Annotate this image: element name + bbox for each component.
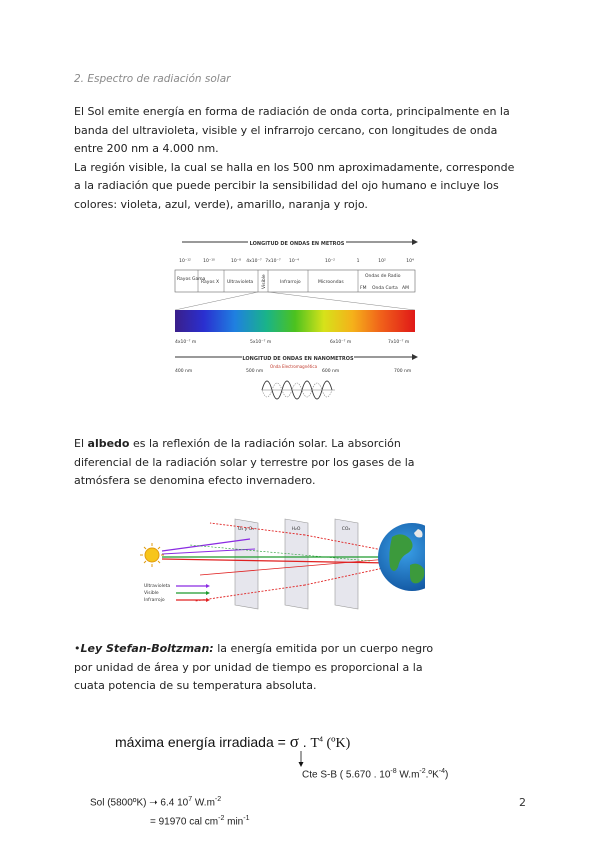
cte-exp: -2 (419, 768, 426, 775)
panel-co2 (335, 519, 358, 609)
band-uv: Ultravioleta (227, 280, 254, 285)
sun-energy-line (90, 796, 221, 808)
panel-label: H₂O (291, 527, 301, 532)
down-arrow-icon (296, 750, 306, 768)
panel-h2o (285, 519, 308, 609)
panel-label: CO₂ (341, 527, 351, 532)
albedo-pre: El (74, 437, 88, 450)
exp-tick: 10⁴ (406, 259, 414, 264)
paragraph-visible-region: La región visible, la cual se halla en los 500 nm aproximadamente, corresponde a la radiación que puede percibir la sensibilidad del ojo humano e incluye los colores: violeta, azul, verde), amarillo, naranja y rojo. (74, 160, 515, 211)
spectrum-top-title: LONGITUD DE ONDAS EN METROS (249, 241, 345, 247)
exp-tick: 1 (356, 259, 360, 264)
exp-tick: 10⁻² (325, 259, 335, 264)
cal-exp: -1 (243, 815, 250, 822)
panel-o2-o3 (235, 519, 258, 609)
earth-icon (378, 523, 425, 591)
band-visible: Visible (262, 274, 267, 289)
bullet: • (74, 642, 81, 655)
panel-label: O₂ y O₃ (237, 527, 255, 532)
band-radio: Ondas de Radio (365, 274, 401, 279)
boltzmann-constant (302, 768, 448, 780)
formula-exponent: 4 (319, 736, 324, 744)
albedo-paragraph (74, 435, 434, 491)
band-gamma: Rayos Gama (177, 277, 206, 282)
stefan-boltzmann-formula (115, 732, 350, 752)
cte-exp: -8 (390, 768, 397, 775)
radio-short: Onda Corta (372, 286, 398, 291)
sun-unit: W.m (192, 797, 215, 809)
legend-visible: Visible (144, 591, 159, 596)
section-heading: 2. Espectro de radiación solar (74, 73, 231, 85)
electromagnetic-spectrum-figure (170, 232, 420, 414)
albedo-rest: es la reflexión de la radiación solar. La absorción diferencial de la radiación solar y terrestre por los gases de la atmósfera se denomina efecto invernadero. (74, 437, 415, 487)
formula-dot: . (298, 734, 311, 750)
wave-label: Onda Electromagnética (270, 364, 318, 369)
band-ir: Infrarrojo (280, 280, 301, 285)
formula-left: máxima energía irradiada = (115, 734, 290, 750)
band-microwave: Microondas (318, 280, 344, 285)
mid-tick: 5x10⁻⁷ m (250, 340, 272, 345)
formula-unit: (ºK) (323, 736, 351, 751)
sun-value: 6.4 10 (160, 797, 189, 809)
cal-value: = 91970 cal cm (150, 816, 219, 828)
cte-unit: .ºK (425, 769, 439, 781)
radio-fm: FM (360, 286, 367, 291)
law-title: Ley Stefan-Boltzman: (80, 642, 214, 655)
band-xray: Rayos X (201, 280, 220, 285)
exp-tick: 10⁻¹⁰ (203, 259, 215, 264)
exp-tick: 10⁻⁴ (289, 259, 299, 264)
legend-ir: Infrarrojo (144, 598, 165, 603)
sun-exp: 7 (188, 796, 193, 803)
cte-text: Cte S-B ( 5.670 . 10 (302, 769, 391, 781)
nm-tick: 500 nm (246, 369, 264, 374)
right-arrow-icon: ➝ (149, 797, 158, 809)
exp-tick: 10² (378, 259, 386, 264)
sun-icon (140, 543, 164, 567)
cal-unit: min (224, 816, 244, 828)
cte-end: ) (444, 769, 449, 781)
sun-unit-exp: -2 (214, 796, 222, 803)
visible-spectrum-bar (175, 310, 415, 332)
mid-tick: 7x10⁻⁷ m (388, 340, 410, 345)
spectrum-bottom-title: LONGITUD DE ONDAS EN NANOMETROS (242, 356, 354, 362)
sigma-symbol: σ (289, 732, 299, 751)
temperature-symbol: T (310, 736, 320, 751)
page-number: 2 (519, 796, 526, 809)
exp-tick: 4x10⁻⁷ (246, 259, 262, 264)
exp-tick: 7x10⁻⁷ (265, 259, 281, 264)
exp-tick: 10⁻¹² (179, 259, 191, 264)
nm-tick: 400 nm (175, 369, 193, 374)
nm-tick: 600 nm (322, 369, 340, 374)
intro-paragraph (74, 103, 524, 214)
stefan-boltzmann-paragraph (74, 640, 434, 696)
albedo-term: albedo (87, 437, 130, 450)
exp-tick: 10⁻⁸ (231, 259, 241, 264)
legend-uv: Ultravioleta (144, 584, 171, 589)
law-text: la energía emitida por un cuerpo negro por unidad de área y por unidad de tiempo es proporcional a la cuata potencia de su temperatura absoluta. (74, 642, 434, 692)
sun-energy-calories (150, 815, 249, 827)
mid-tick: 4x10⁻⁷ m (175, 340, 197, 345)
cte-exp: -4 (438, 768, 445, 775)
sun-label: Sol (5800ºK) (90, 797, 147, 809)
nm-tick: 700 nm (394, 369, 412, 374)
cte-unit: W.m (396, 769, 420, 781)
mid-tick: 6x10⁻⁷ m (330, 340, 352, 345)
paragraph-sun-emission: El Sol emite energía en forma de radiación de onda corta, principalmente en la banda del ultravioleta, visible y el infrarrojo cercano, con longitudes de onda entre 200 nm a 4.000 nm. (74, 105, 510, 155)
cal-exp: -2 (218, 815, 225, 822)
greenhouse-effect-figure (140, 515, 425, 615)
radio-am: AM (402, 286, 409, 291)
